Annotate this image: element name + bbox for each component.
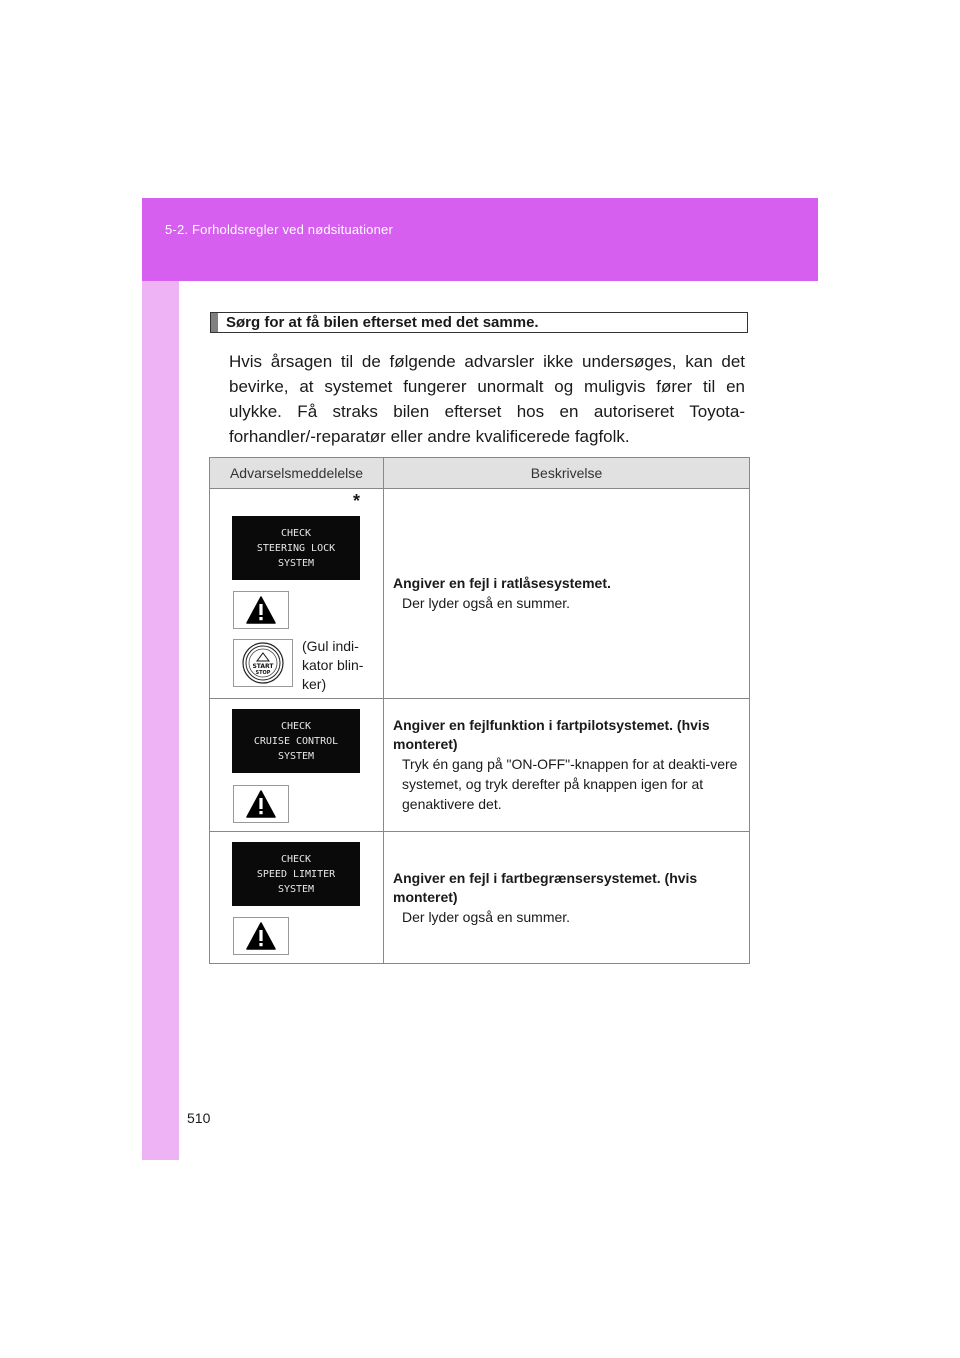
side-band: [142, 198, 179, 1160]
warning-table: [209, 457, 750, 964]
column-header-description: Beskrivelse: [384, 458, 750, 489]
page-number: 510: [187, 1110, 211, 1126]
indicator-note-line: kator blin-: [302, 657, 364, 673]
cruise-control-display: [232, 709, 360, 773]
asterisk-mark: *: [353, 491, 361, 511]
speed-limiter-display: [232, 842, 360, 906]
intro-paragraph: Hvis årsagen til de følgende advarsler ikke undersøges, kan det bevirke, at systemet fungerer unormalt og muligvis fører til en ulykke. Få straks bilen efterset hos en autoriseret Toyota-forhandler/-reparatør eller andre kvalificerede fagfolk.: [229, 352, 745, 446]
header-band: [142, 198, 818, 281]
column-header-message: Advarselsmeddelelse: [210, 458, 384, 489]
table-row: [210, 699, 750, 832]
table-header-row: [210, 458, 750, 489]
warning-heading-text: Sørg for at få bilen efterset med det samme.: [226, 314, 539, 331]
description-title: Angiver en fejl i ratlåsesystemet.: [393, 575, 611, 591]
table-row: [210, 832, 750, 964]
display-line: STEERING LOCK: [256, 542, 336, 554]
indicator-note: [302, 637, 363, 694]
master-warning-icon: [233, 785, 289, 823]
display-line: SPEED LIMITER: [256, 868, 336, 880]
description-body: Der lyder også en summer.: [402, 595, 571, 611]
warning-heading-bar: [211, 313, 218, 332]
display-line: CHECK: [280, 853, 312, 865]
description-cell: [384, 699, 750, 832]
master-warning-icon: [233, 917, 289, 955]
message-cell: [210, 489, 384, 699]
description-body: Tryk én gang på "ON-OFF"-knappen for at deakti-vere systemet, og tryk derefter på knappen igen for at genaktivere det.: [402, 756, 738, 812]
display-line: CHECK: [280, 527, 312, 539]
indicator-note-line: ker): [302, 676, 327, 692]
description-title: Angiver en fejlfunktion i fartpilotsystemet. (hvis monteret): [393, 717, 710, 752]
display-line: SYSTEM: [277, 557, 315, 569]
message-cell: [210, 832, 384, 964]
display-line: CHECK: [280, 720, 312, 732]
display-line: SYSTEM: [277, 883, 315, 895]
svg-text:STOP: STOP: [255, 670, 271, 676]
indicator-note-line: (Gul indi-: [302, 638, 359, 654]
master-warning-icon: [233, 591, 289, 629]
description-body: Der lyder også en summer.: [402, 908, 571, 925]
table-row: [210, 489, 750, 699]
message-cell: [210, 699, 384, 832]
steering-lock-display: [232, 516, 360, 580]
description-cell: [384, 832, 750, 964]
display-line: SYSTEM: [277, 750, 315, 762]
description-title: Angiver en fejl i fartbegrænsersystemet. (hvis monteret): [393, 869, 698, 905]
section-header: 5-2. Forholdsregler ved nødsituationer: [165, 222, 393, 237]
display-line: CRUISE CONTROL: [253, 735, 339, 747]
warning-heading-box: [210, 312, 748, 333]
description-cell: [384, 489, 750, 699]
svg-text:START: START: [252, 663, 274, 670]
start-stop-indicator-icon: [233, 639, 293, 687]
